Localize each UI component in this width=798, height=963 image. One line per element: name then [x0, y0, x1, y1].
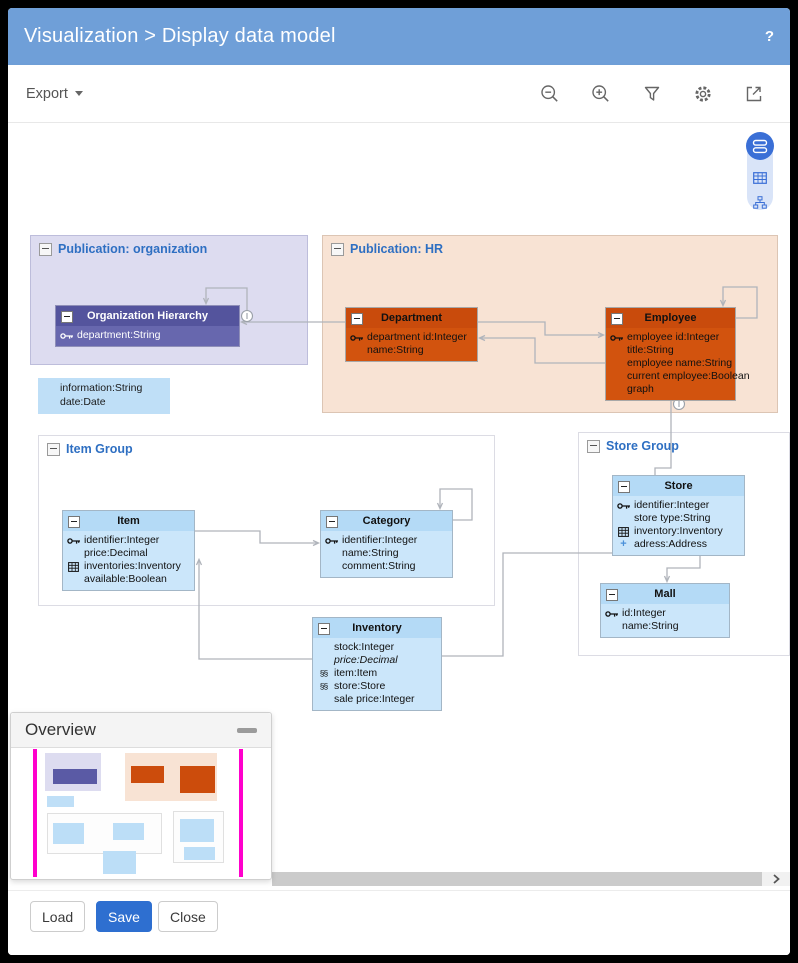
page-title: Visualization > Display data model [24, 25, 336, 47]
minimap-viewport-left-bar[interactable] [33, 749, 37, 877]
entity-store[interactable] [612, 475, 745, 556]
minimap-rect [184, 847, 215, 860]
minimap-rect [180, 766, 215, 793]
filter-icon[interactable] [642, 84, 662, 104]
overview-panel [10, 712, 272, 880]
collapse-entity-icon[interactable] [611, 313, 623, 325]
table-icon [63, 562, 84, 572]
attribute-row [313, 667, 441, 680]
note-line: date:Date [60, 395, 106, 408]
attribute-text: sale price:Integer [334, 693, 415, 705]
attribute-row [321, 534, 452, 547]
horizontal-scrollbar[interactable] [272, 872, 762, 886]
attribute-row [613, 512, 744, 525]
attribute-text: item:Item [334, 667, 378, 679]
entity-category[interactable] [320, 510, 453, 578]
overview-title: Overview [25, 720, 96, 739]
attribute-row [613, 499, 744, 512]
attribute-text: inventory:Inventory [634, 525, 723, 537]
plus-icon: + [620, 538, 627, 550]
attribute-text: title:String [627, 344, 674, 356]
attribute-row [313, 654, 441, 667]
zoom-out-icon[interactable] [540, 84, 560, 104]
key-icon [321, 537, 342, 545]
attribute-row [56, 329, 239, 342]
attribute-text: current employee:Boolean [627, 370, 750, 382]
minimap-rect [47, 796, 74, 807]
attribute-text: adress:Address [634, 538, 707, 550]
entity-employee[interactable] [605, 307, 750, 401]
footer-bar [8, 890, 790, 955]
attribute-text: identifier:Integer [342, 534, 418, 546]
attribute-text: inventories:Inventory [84, 560, 181, 572]
detached-attributes-note[interactable] [38, 378, 170, 414]
attribute-text: available:Boolean [84, 573, 167, 585]
attribute-row [321, 547, 452, 560]
table-view-button[interactable] [747, 172, 773, 184]
attribute-row [606, 383, 735, 396]
link-icon: §§ [319, 681, 328, 691]
attribute-text: comment:String [342, 560, 416, 572]
minimize-icon[interactable] [237, 728, 257, 733]
key-icon [56, 332, 77, 340]
scroll-right-button[interactable] [762, 872, 790, 886]
list-view-button[interactable] [746, 132, 774, 160]
attribute-row [601, 620, 729, 633]
minimap-viewport-right-bar[interactable] [239, 749, 243, 877]
entity-title: Department [380, 312, 443, 324]
settings-icon[interactable] [693, 84, 713, 104]
entity-title: Employee [644, 312, 697, 324]
hierarchy-view-button[interactable] [747, 196, 773, 209]
group-title: Publication: organization [58, 242, 208, 256]
collapse-entity-icon[interactable] [606, 589, 618, 601]
attribute-row [346, 344, 477, 357]
app [8, 8, 790, 955]
minimap-rect [113, 823, 144, 840]
collapse-group-icon[interactable] [587, 440, 600, 453]
attribute-row [321, 560, 452, 573]
attribute-row [63, 547, 194, 560]
attribute-text: department id:Integer [367, 331, 467, 343]
key-icon [346, 334, 367, 342]
key-icon [63, 537, 84, 545]
group-title: Item Group [66, 442, 133, 456]
overview-header [11, 713, 271, 748]
attribute-row [63, 573, 194, 586]
attribute-row [313, 693, 441, 706]
collapse-group-icon[interactable] [331, 243, 344, 256]
table-view-icon [753, 172, 767, 184]
minimap-rect [180, 819, 214, 842]
collapse-entity-icon[interactable] [326, 516, 338, 528]
close-button[interactable]: Close [158, 901, 218, 932]
entity-department[interactable] [345, 307, 478, 362]
collapse-entity-icon[interactable] [318, 623, 330, 635]
attribute-text: name:String [367, 344, 424, 356]
group-title: Store Group [606, 439, 679, 453]
attribute-text: store type:String [634, 512, 711, 524]
attribute-row [63, 560, 194, 573]
export-label: Export [26, 85, 68, 102]
load-button[interactable]: Load [30, 901, 85, 932]
attribute-text: id:Integer [622, 607, 666, 619]
entity-title: Store [664, 480, 693, 492]
zoom-in-icon[interactable] [591, 84, 611, 104]
export-button[interactable] [26, 86, 83, 102]
list-view-icon [752, 139, 768, 154]
key-icon [613, 502, 634, 510]
key-icon [601, 610, 622, 618]
entity-organization-hierarchy[interactable] [55, 305, 240, 347]
help-button[interactable]: ? [764, 28, 774, 45]
minimap-rect [53, 769, 97, 784]
entity-title: Organization Hierarchy [86, 310, 209, 322]
minimap-rect [131, 766, 164, 783]
attribute-row [606, 344, 735, 357]
attribute-text: name:String [622, 620, 679, 632]
attribute-text: graph [627, 383, 654, 395]
collapse-group-icon[interactable] [47, 443, 60, 456]
collapse-entity-icon[interactable] [68, 516, 80, 528]
attribute-row [313, 680, 441, 693]
chevron-down-icon [75, 91, 83, 96]
group-title: Publication: HR [350, 242, 444, 256]
hierarchy-view-icon [753, 196, 767, 209]
entity-title: Category [362, 515, 411, 527]
attribute-row [606, 370, 750, 383]
link-icon: §§ [319, 668, 328, 678]
attribute-row [63, 534, 194, 547]
entity-title: Inventory [352, 622, 402, 634]
attribute-row [313, 641, 441, 654]
attribute-text: name:String [342, 547, 399, 559]
save-button[interactable]: Save [96, 901, 152, 932]
attribute-text: price:Decimal [84, 547, 148, 559]
entity-inventory[interactable] [312, 617, 442, 711]
attribute-row [613, 525, 744, 538]
attribute-text: employee id:Integer [627, 331, 720, 343]
attribute-text: department:String [77, 329, 161, 341]
minimap-rect [53, 823, 84, 844]
attribute-text: identifier:Integer [634, 499, 710, 511]
title-bar [8, 8, 790, 65]
collapse-entity-icon[interactable] [351, 313, 363, 325]
attribute-row [613, 538, 744, 551]
entity-title: Item [117, 515, 140, 527]
note-line: information:String [60, 382, 143, 394]
collapse-entity-icon[interactable] [618, 481, 630, 493]
collapse-group-icon[interactable] [39, 243, 52, 256]
fullscreen-icon[interactable] [744, 84, 764, 104]
chevron-right-icon [772, 874, 780, 884]
attribute-text: store:Store [334, 680, 386, 692]
attribute-text: price:Decimal [334, 654, 398, 666]
toolbar [8, 65, 790, 123]
attribute-text: employee name:String [627, 357, 733, 369]
entity-mall[interactable] [600, 583, 730, 638]
entity-title: Mall [654, 588, 676, 600]
attribute-row [346, 331, 477, 344]
minimap-rect [103, 851, 136, 874]
attribute-row [606, 357, 735, 370]
attribute-text: identifier:Integer [84, 534, 160, 546]
collapse-entity-icon[interactable] [61, 311, 73, 323]
attribute-row [601, 607, 729, 620]
key-icon [606, 334, 627, 342]
attribute-row [606, 331, 735, 344]
entity-item[interactable] [62, 510, 195, 591]
table-icon [613, 527, 634, 537]
attribute-text: stock:Integer [334, 641, 395, 653]
